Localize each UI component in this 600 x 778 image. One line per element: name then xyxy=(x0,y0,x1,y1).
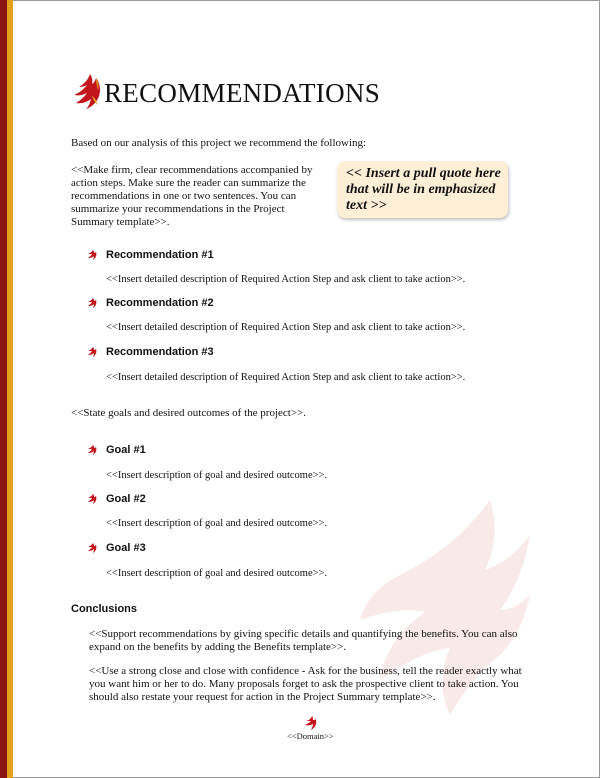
goal-heading: Goal #3 xyxy=(106,542,146,554)
bullet-bird-icon xyxy=(88,445,97,455)
conclusions-heading: Conclusions xyxy=(71,603,138,615)
page-title: RECOMMENDATIONS xyxy=(104,78,381,108)
recommendation-description: <<Insert detailed description of Required Action Step and ask client to take action>>. xyxy=(106,322,466,333)
left-red-stripe xyxy=(0,0,7,778)
goal-description: <<Insert description of goal and desired outcome>>. xyxy=(106,518,328,529)
goal-description: <<Insert description of goal and desired outcome>>. xyxy=(106,568,328,579)
goal-heading: Goal #1 xyxy=(106,444,146,456)
left-gold-stripe xyxy=(7,0,13,778)
bird-wing-icon xyxy=(70,72,104,110)
goal-description: <<Insert description of goal and desired outcome>>. xyxy=(106,470,328,481)
footer-domain-text: <<Domain>> xyxy=(287,731,334,741)
goals-intro-text: <<State goals and desired outcomes of the project>>. xyxy=(71,407,306,419)
pull-quote-text: << Insert a pull quote here that will be in emphasized text >> xyxy=(346,166,501,213)
recommendation-heading: Recommendation #3 xyxy=(106,346,214,358)
conclusions-paragraph: <<Support recommendations by giving specific details and quantifying the benefits. You can also expand on the benefits by adding the Benefits template>>. xyxy=(89,628,518,653)
bullet-bird-icon xyxy=(88,347,97,357)
intro-text: Based on our analysis of this project we recommend the following: xyxy=(71,137,367,149)
bullet-bird-icon xyxy=(88,494,97,504)
bullet-bird-icon xyxy=(88,543,97,553)
pull-quote-box xyxy=(337,161,508,218)
goal-heading: Goal #2 xyxy=(106,493,146,505)
recommendation-description: <<Insert detailed description of Required Action Step and ask client to take action>>. xyxy=(106,372,466,383)
conclusions-paragraph: <<Use a strong close and close with confidence - Ask for the business, tell the reader exactly what you want him or her to do. Many proposals forget to ask the prospective client to take action. You should also restate your request for action in the Project Summary template>>. xyxy=(89,665,522,703)
recommendation-description: <<Insert detailed description of Required Action Step and ask client to take action>>. xyxy=(106,274,466,285)
recommendation-heading: Recommendation #2 xyxy=(106,297,214,309)
bullet-bird-icon xyxy=(88,298,97,308)
footer-bird-icon xyxy=(305,716,317,730)
bullet-bird-icon xyxy=(88,250,97,260)
recommendation-heading: Recommendation #1 xyxy=(106,249,214,261)
instructions-text: <<Make firm, clear recommendations accompanied by action steps. Make sure the reader can summarize the recommendations in one or two sentences. You can summarize your recommendations in the Project Summary template>>. xyxy=(71,164,313,228)
